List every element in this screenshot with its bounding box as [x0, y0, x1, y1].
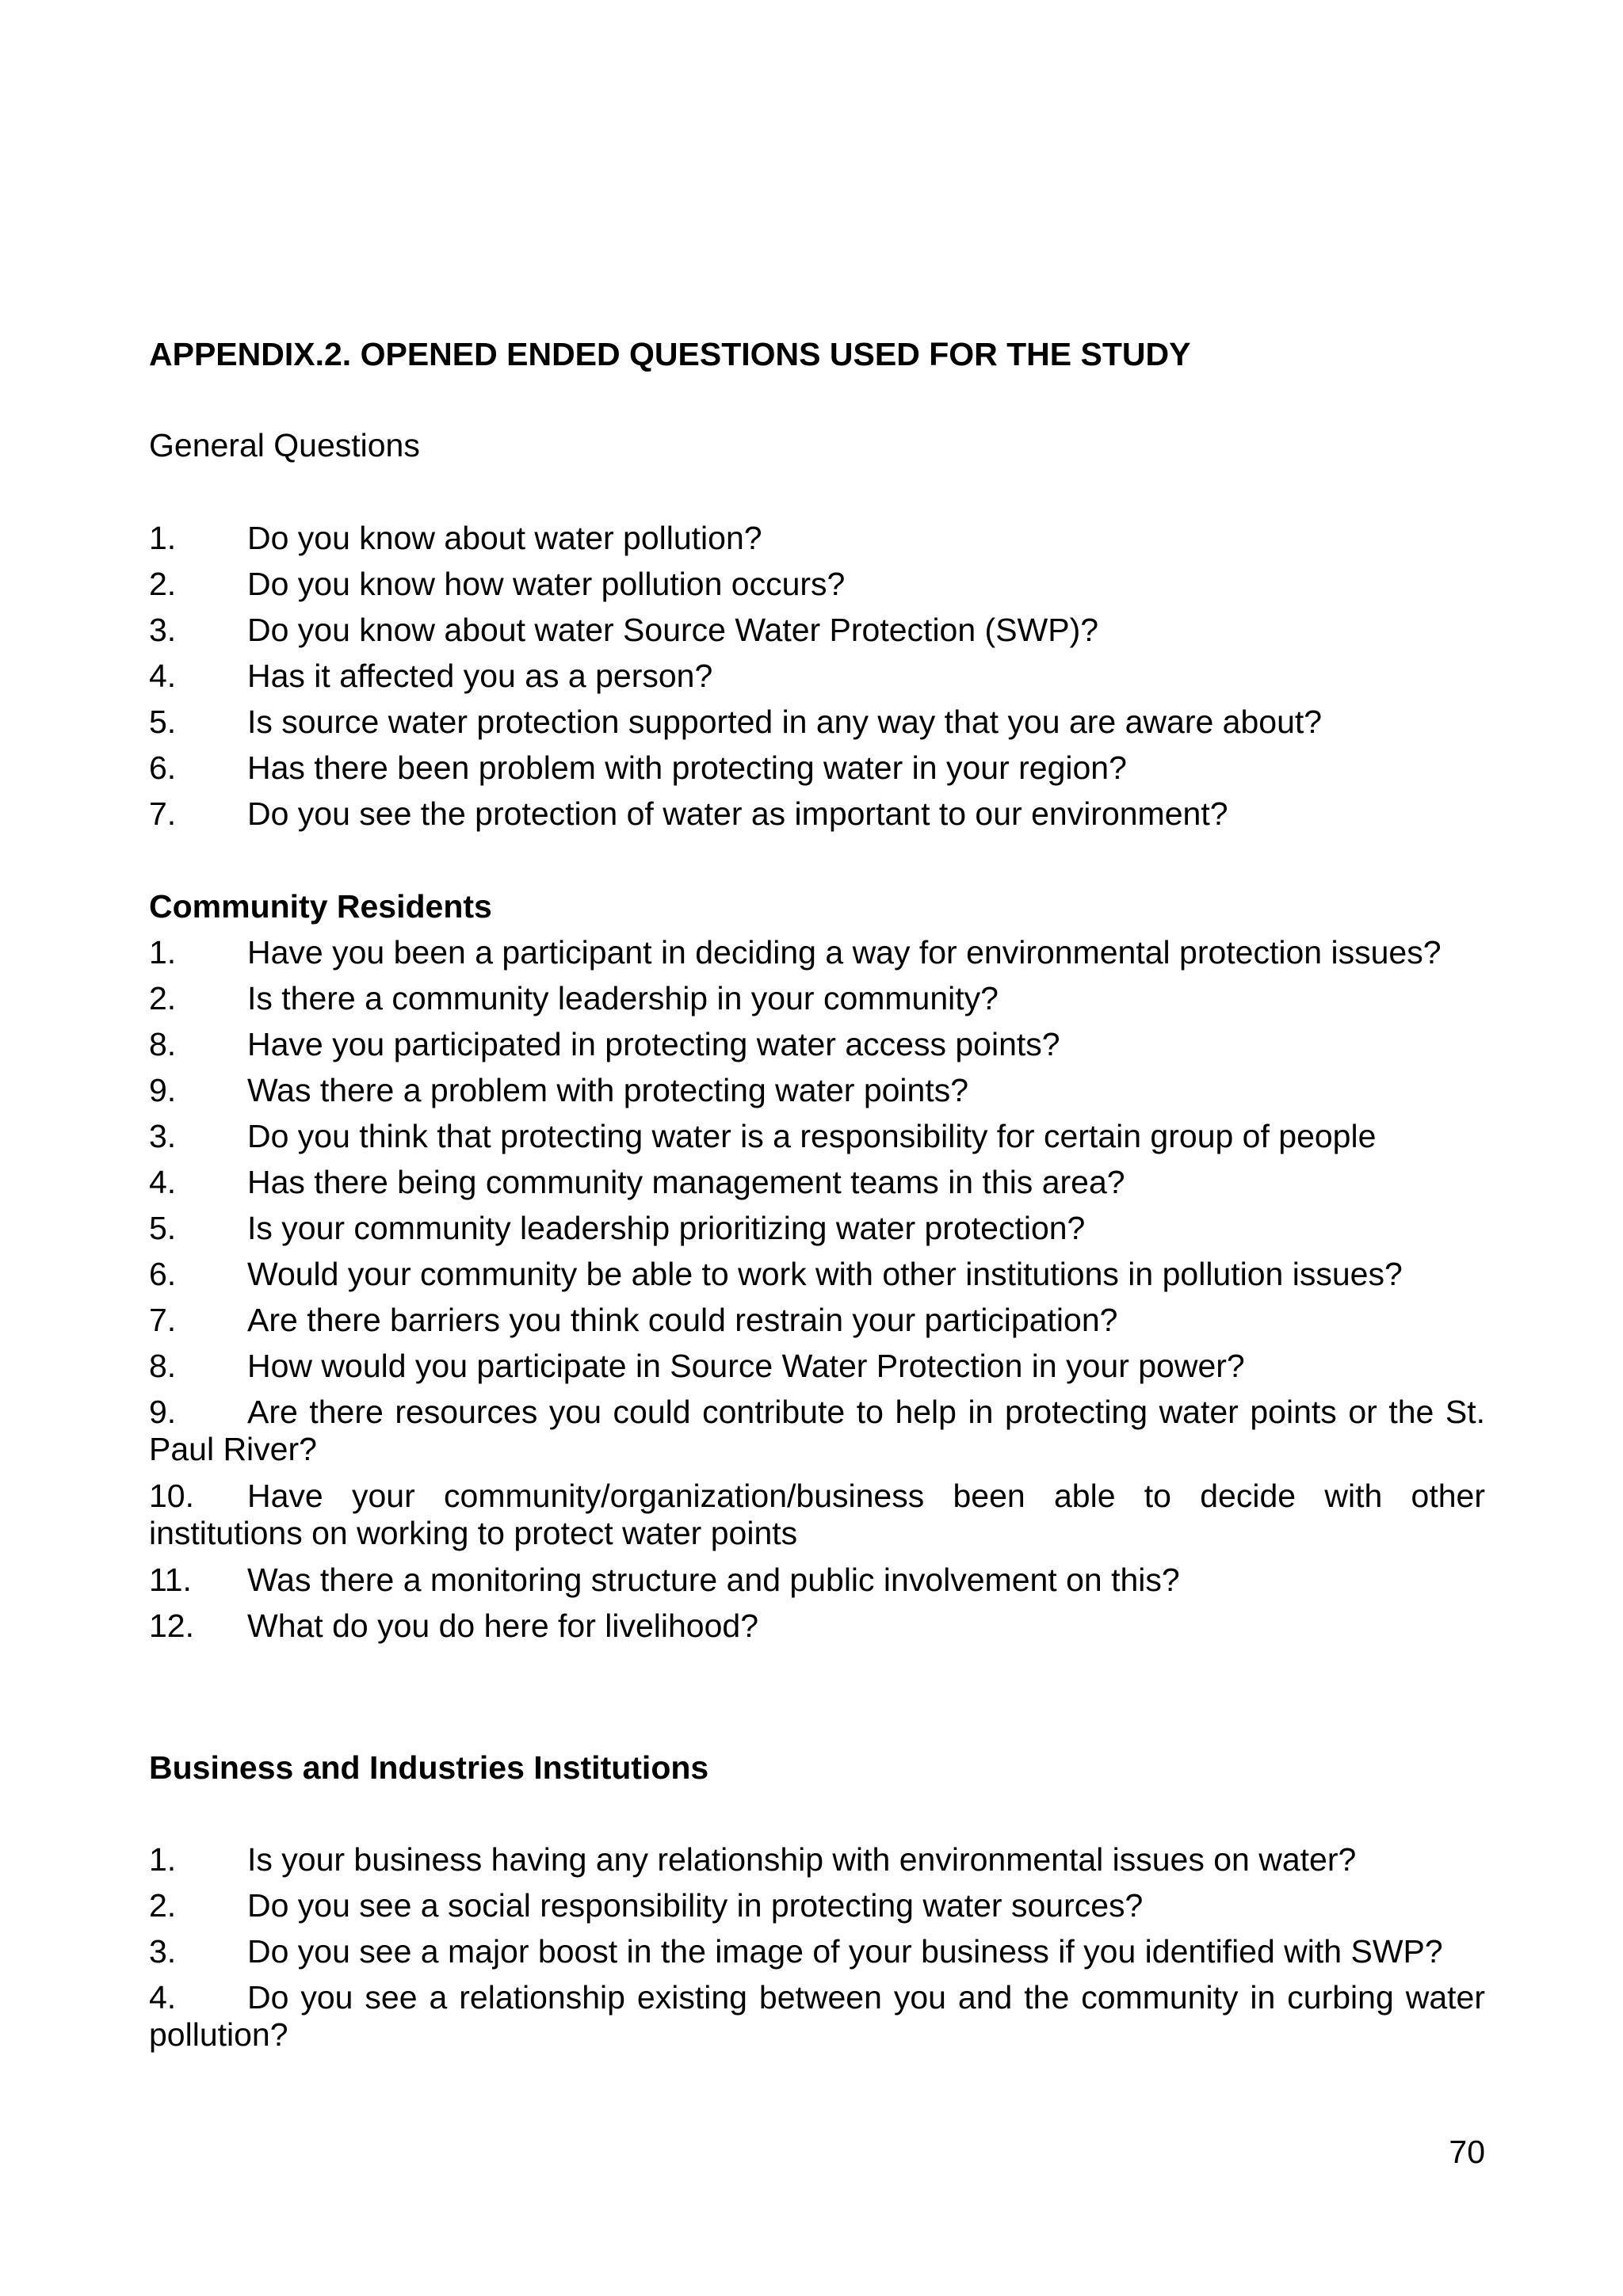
question-text: Is there a community leadership in your community?: [247, 980, 999, 1016]
list-item: [149, 1562, 1485, 1608]
appendix-title: APPENDIX.2. OPENED ENDED QUESTIONS USED FOR THE STUDY: [149, 336, 1191, 372]
list-item: [149, 612, 1485, 658]
list-item: [149, 1256, 1485, 1302]
question-text: Has there being community management teams in this area?: [247, 1164, 1125, 1200]
list-item: [149, 1348, 1485, 1394]
question-text: Is your business having any relationship with environmental issues on water?: [247, 1841, 1357, 1878]
question-text: Do you see a relationship existing between you and the community in curbing water pollution?: [149, 1979, 1485, 2053]
question-text: Do you see the protection of water as important to our environment?: [247, 795, 1228, 832]
question-text: Have you been a participant in deciding a way for environmental protection issues?: [247, 934, 1442, 971]
list-item: [149, 934, 1485, 980]
question-text: Has it affected you as a person?: [247, 658, 713, 694]
item-number: 4.: [149, 1979, 177, 2016]
item-number: 9.: [149, 1072, 177, 1108]
item-number: 5.: [149, 1210, 177, 1246]
item-number: 6.: [149, 749, 177, 786]
item-number: 7.: [149, 795, 177, 832]
item-number: 1.: [149, 934, 177, 971]
list-item: [149, 566, 1485, 612]
question-text: Do you see a major boost in the image of your business if you identified with SWP?: [247, 1933, 1443, 1970]
item-number: 11.: [149, 1562, 192, 1598]
question-text: Do you think that protecting water is a responsibility for certain group of people: [247, 1118, 1377, 1154]
question-text: Would your community be able to work with other institutions in pollution issues?: [247, 1256, 1403, 1292]
question-text: What do you do here for livelihood?: [247, 1608, 759, 1644]
list-item: [149, 1118, 1485, 1164]
item-number: 4.: [149, 658, 177, 694]
list-item: [149, 1933, 1485, 1979]
item-number: 9.: [149, 1394, 177, 1430]
item-number: 6.: [149, 1256, 177, 1292]
list-item: [149, 1394, 1485, 1478]
question-text: Has there been problem with protecting water in your region?: [247, 749, 1127, 786]
question-text: Do you see a social responsibility in protecting water sources?: [247, 1887, 1144, 1924]
question-text: Have your community/organization/business been able to decide with other institutions on working to protect water points: [149, 1478, 1485, 1551]
item-number: 1.: [149, 1841, 177, 1878]
item-number: 10.: [149, 1478, 194, 1514]
question-text: Do you know about water Source Water Protection (SWP)?: [247, 612, 1099, 648]
list-item: [149, 749, 1485, 795]
item-number: 4.: [149, 1164, 177, 1200]
list-item: [149, 1302, 1485, 1348]
list-item: [149, 1026, 1485, 1072]
list-item: [149, 1979, 1485, 2063]
item-number: 7.: [149, 1302, 177, 1338]
item-number: 8.: [149, 1348, 177, 1384]
question-text: Do you know how water pollution occurs?: [247, 566, 846, 602]
item-number: 8.: [149, 1026, 177, 1062]
question-text: Do you know about water pollution?: [247, 520, 762, 556]
item-number: 3.: [149, 1118, 177, 1154]
list-item: [149, 1841, 1485, 1887]
list-item: [149, 1887, 1485, 1933]
item-number: 3.: [149, 1933, 177, 1970]
list-item: [149, 1478, 1485, 1562]
question-text: Was there a monitoring structure and public involvement on this?: [247, 1562, 1180, 1598]
list-item: [149, 795, 1485, 841]
item-number: 2.: [149, 980, 177, 1016]
list-item: [149, 520, 1485, 566]
item-number: 5.: [149, 704, 177, 740]
business-institutions-heading: Business and Industries Institutions: [149, 1749, 709, 1786]
question-text: Is source water protection supported in any way that you are aware about?: [247, 704, 1323, 740]
question-text: Have you participated in protecting water access points?: [247, 1026, 1060, 1062]
general-questions-list: [149, 520, 1485, 841]
list-item: [149, 1608, 1485, 1653]
item-number: 2.: [149, 1887, 177, 1924]
list-item: [149, 1210, 1485, 1256]
community-questions-list: [149, 934, 1485, 1653]
list-item: [149, 980, 1485, 1026]
community-residents-heading: Community Residents: [149, 888, 492, 925]
business-questions-list: [149, 1841, 1485, 2063]
question-text: Are there resources you could contribute to help in protecting water points or the St. Paul River?: [149, 1394, 1485, 1467]
item-number: 1.: [149, 520, 177, 556]
item-number: 12.: [149, 1608, 194, 1644]
list-item: [149, 704, 1485, 749]
question-text: Is your community leadership prioritizing water protection?: [247, 1210, 1086, 1246]
page-number: 70: [1449, 2134, 1485, 2170]
list-item: [149, 658, 1485, 704]
question-text: Was there a problem with protecting water points?: [247, 1072, 969, 1108]
list-item: [149, 1072, 1485, 1118]
item-number: 3.: [149, 612, 177, 648]
question-text: How would you participate in Source Water Protection in your power?: [247, 1348, 1245, 1384]
general-questions-heading: General Questions: [149, 427, 420, 463]
list-item: [149, 1164, 1485, 1210]
question-text: Are there barriers you think could restrain your participation?: [247, 1302, 1118, 1338]
item-number: 2.: [149, 566, 177, 602]
